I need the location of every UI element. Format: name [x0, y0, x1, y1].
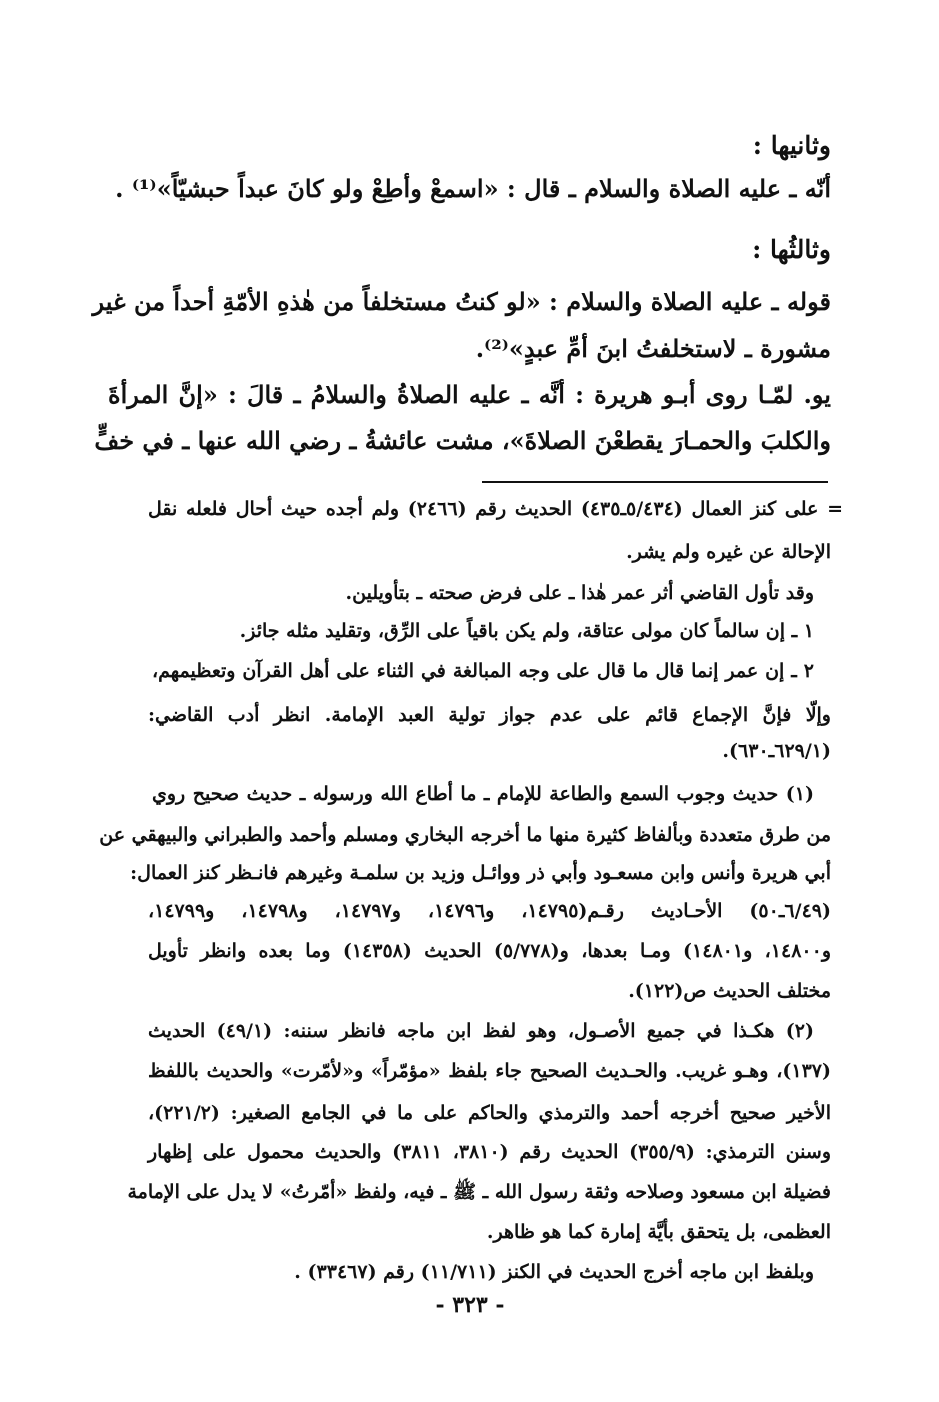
footnote-2-line-3: الأخير صحيح أخرجه أحمد والترمذي والحاكم على ما في الجامع الصغير: (٢٢١/٢)، [148, 1102, 831, 1124]
footnote-1-line-2: من طرق متعددة وبألفاظ كثيرة منها ما أخرجه البخاري ومسلم وأحمد والطبراني والبيهقي عن [99, 824, 831, 846]
footnote-continuation-line-2: الإحالة عن غيره ولم يشر. [626, 541, 831, 563]
footnote-1-line-5: و١٤٨٠٠، و١٤٨٠١) ومـا بعدها، و(٥/٧٧٨) الحديث (١٤٣٥٨) وما بعده وانظر تأويل [148, 940, 831, 962]
footnote-1-line-6: مختلف الحديث ص(١٢٢). [628, 980, 831, 1002]
footnote-2-line-2: (١٣٧)، وهـو غريب. والحـديث الصحيح جاء بلفظ «مؤمّراً» و«لأمّرت» والحديث باللفظ [148, 1060, 831, 1082]
footnote-continuation-line-1: = على كنز العمال (٥/٤٣٤ـ٤٣٥) الحديث رقم (٢٤٦٦) ولم أجده حيث أحال فلعله نقل [148, 498, 843, 520]
footnote-continuation-line-5: ٢ ـ إن عمر إنما قال ما قال على وجه المبالغة في الثناء على أهل القرآن وتعظيمهم، [152, 660, 814, 682]
second-point-text: أنّه ـ عليه الصلاة والسلام ـ قال : «اسمعْ وأطِعْ ولو كانَ عبداً حبشيّاً»⁽¹⁾ . [115, 174, 831, 203]
footnote-continuation-line-3: وقد تأول القاضي أثر عمر هٰذا ـ على فرض صحته ـ بتأويلين. [345, 582, 814, 604]
footnote-2-line-7: وبلفظ ابن ماجه أخرج الحديث في الكنز (١١/٧١١) رقم (٣٣٤٦٧) . [294, 1261, 814, 1283]
footnote-2-line-6: العظمى، بل يتحقق بأيَّة إمارة كما هو ظاهر. [486, 1221, 831, 1243]
ninth-point-line-1: يو. لمّـا روى أبـو هريرة : أنَّه ـ عليه الصلاةُ والسلامُ ـ قالَ : «إنَّ المرأةَ [108, 380, 831, 409]
third-point-line-1: قوله ـ عليه الصلاة والسلام : «لو كنتُ مستخلفاً من هٰذهِ الأمّةِ أحداً من غير [92, 287, 831, 316]
footnote-1-line-4: (٦/٤٩ـ٥٠) الأحـاديث رقـم(١٤٧٩٥، و١٤٧٩٦، و١٤٧٩٧، و١٤٧٩٨، و١٤٧٩٩، [148, 900, 831, 922]
page-number: - ٣٢٣ - [435, 1292, 505, 1318]
footnote-1-line-1: (١) حديث وجوب السمع والطاعة للإمام ـ ما أطاع الله ورسوله ـ حديث صحيح روي [152, 783, 814, 805]
heading-third: وثالثُها : [752, 235, 831, 264]
footnote-separator [482, 481, 828, 483]
footnote-continuation-line-7: (٦٢٩/١ـ٦٣٠). [722, 740, 831, 762]
footnote-2-line-4: وسنن الترمذي: (٣٥٥/٩) الحديث رقم (٣٨١٠، ٣٨١١) والحديث محمول على إظهار [148, 1141, 832, 1163]
footnote-2-line-5: فضيلة ابن مسعود وصلاحه وثقة رسول الله ـ ﷺ ـ فيه، ولفظ «أمّرتُ» لا يدل على الإمامة [127, 1181, 831, 1203]
footnote-2-line-1: (٢) هكـذا في جميع الأصـول، وهو لفظ ابن ماجه فانظر سننه: (٤٩/١) الحديث [148, 1020, 814, 1042]
third-point-line-2: مشورة ـ لاستخلفتُ ابنَ أمِّ عبدٍ»⁽²⁾. [475, 334, 831, 363]
heading-second: وثانيها : [752, 131, 831, 160]
footnote-continuation-line-6: وإلّا فإنَّ الإجماع قائم على عدم جواز تولية العبد الإمامة. انظر أدب القاضي: [148, 704, 831, 726]
ninth-point-line-2: والكلبَ والحمـارَ يقطعْنَ الصلاةَ»، مشت عائشةُ ـ رضي الله عنها ـ في خفٍّ [94, 426, 831, 455]
footnote-1-line-3: أبي هريرة وأنس وابن مسعـود وأبي ذر ووائـل وزيد بن سلمـة وغيرهم فانـظر كنز العمال: [130, 862, 831, 884]
footnote-continuation-line-4: ١ ـ إن سالماً كان مولى عتاقة، ولم يكن باقياً على الرِّق، وتقليد مثله جائز. [239, 620, 814, 642]
